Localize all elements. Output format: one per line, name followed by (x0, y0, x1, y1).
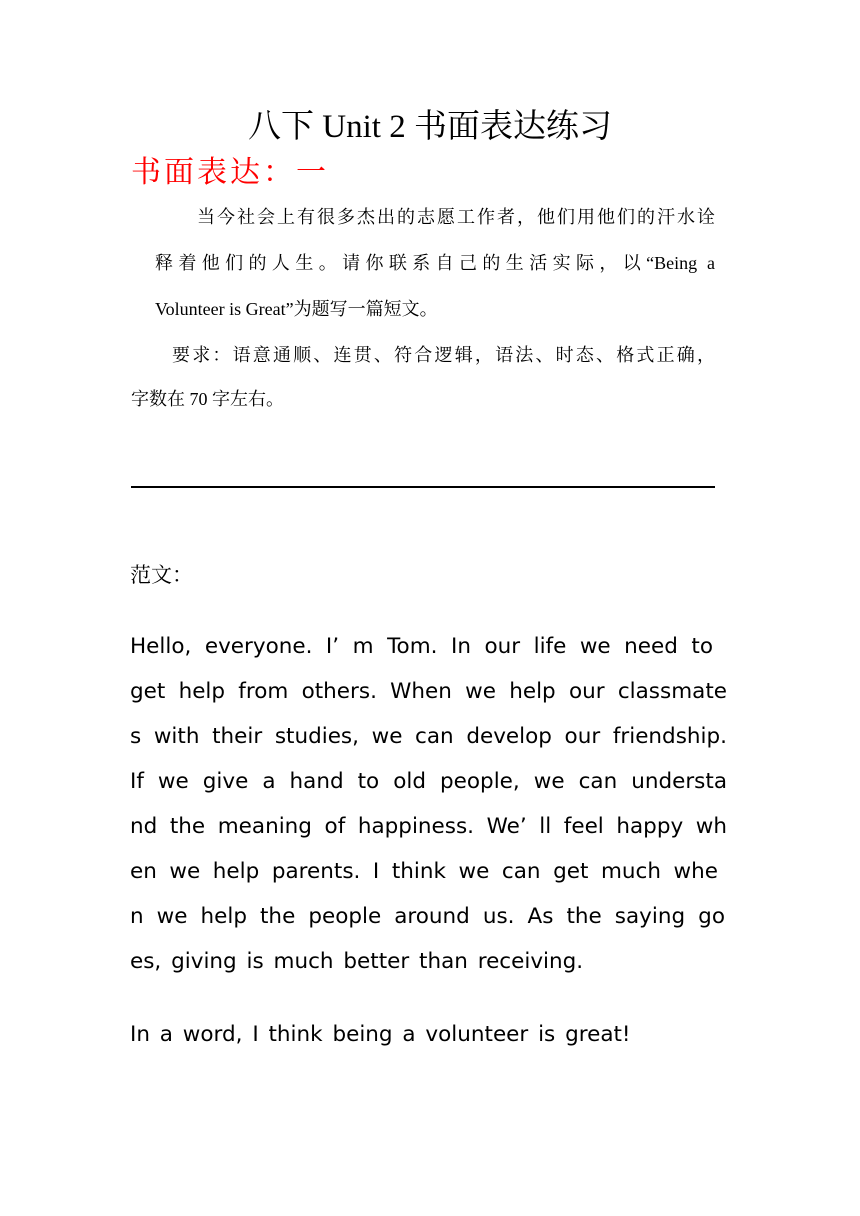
prompt-line: 释着他们的人生。请你联系自己的生活实际，以“Being a (155, 253, 715, 273)
essay-line: n we help the people around us. As the saying go (130, 904, 725, 929)
essay-line: get help from others. When we help our classmate (130, 679, 727, 704)
section-heading: 书面表达：一 (131, 155, 329, 190)
essay-line: es, giving is much better than receiving. (130, 949, 584, 974)
requirement-line: 要求：语意通顺、连贯、符合逻辑，语法、时态、格式正确， (172, 345, 715, 365)
essay-line: nd the meaning of happiness. We’ ll feel happy wh (130, 814, 727, 839)
answer-line (131, 486, 715, 488)
page-title: 八下 Unit 2 书面表达练习 (248, 109, 612, 145)
prompt-line: Volunteer is Great”为题写一篇短文。 (155, 299, 438, 319)
essay-line: en we help parents. I think we can get much whe (130, 859, 718, 884)
sample-essay-label: 范文： (130, 563, 193, 587)
essay-closing-line: In a word, I think being a volunteer is great! (130, 1022, 631, 1047)
essay-line: Hello, everyone. I’ m Tom. In our life we need to (130, 634, 713, 659)
essay-line: If we give a hand to old people, we can understa (130, 769, 727, 794)
prompt-line: 当今社会上有很多杰出的志愿工作者，他们用他们的汗水诠 (197, 207, 715, 227)
essay-line: s with their studies, we can develop our friendship. (130, 724, 727, 749)
requirement-line: 字数在 70 字左右。 (131, 389, 284, 409)
